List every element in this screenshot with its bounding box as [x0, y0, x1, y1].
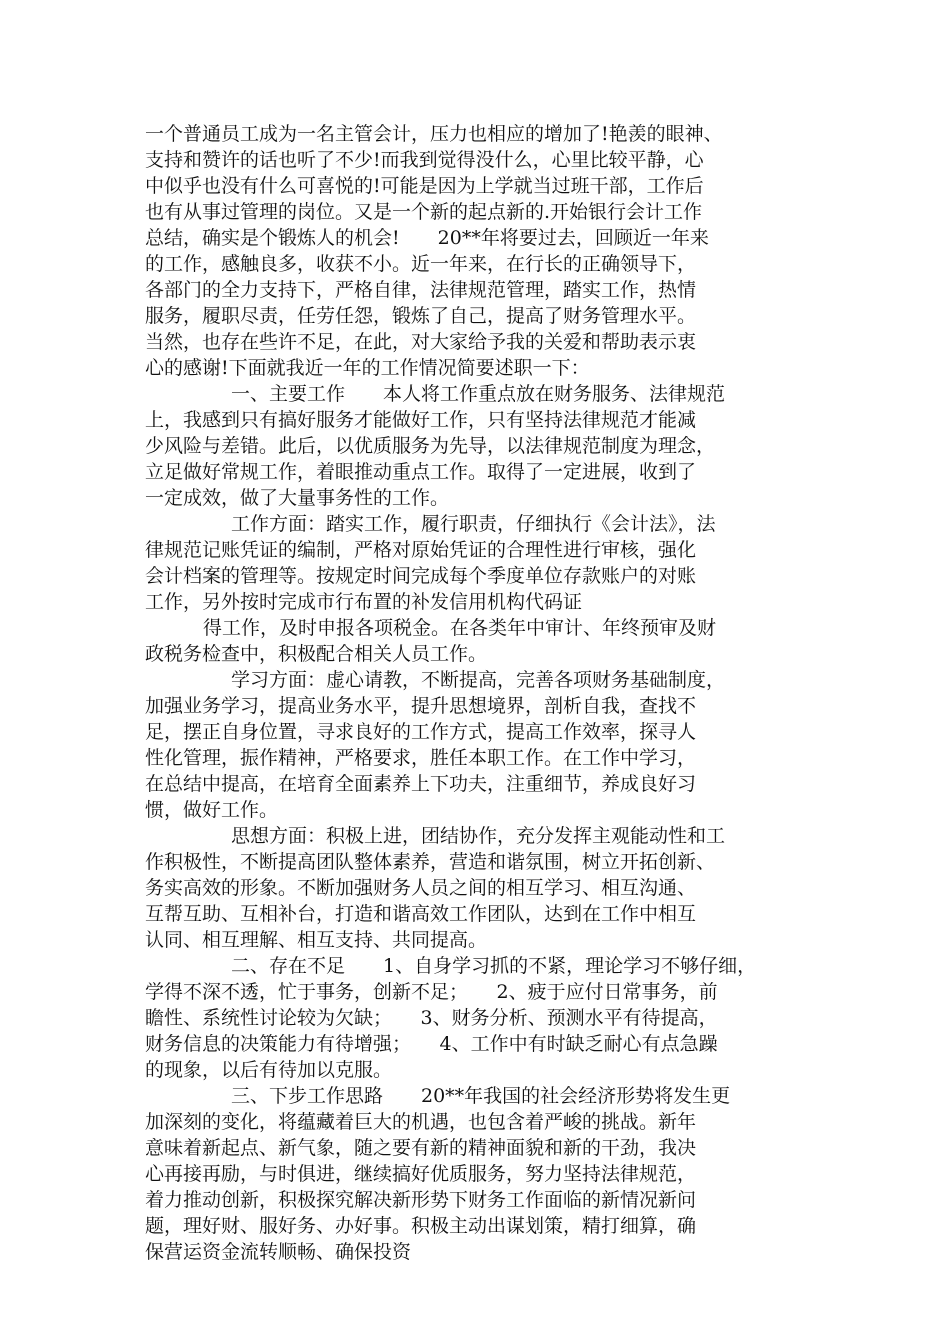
text-line: 作积极性，不断提高团队整体素养，营造和谐氛围，树立开拓创新、 — [145, 851, 716, 873]
text-line: 务实高效的形象。不断加强财务人员之间的相互学习、相互沟通、 — [145, 877, 697, 899]
text-line: 瞻性、系统性讨论较为欠缺； 3、财务分析、预测水平有待提高， — [145, 1007, 718, 1029]
text-line: 律规范记账凭证的编制，严格对原始凭证的合理性进行审核，强化 — [145, 539, 697, 561]
text-line: 互帮互助、互相补台，打造和谐高效工作团队，达到在工作中相互 — [145, 903, 697, 925]
text-line: 立足做好常规工作，着眼推动重点工作。取得了一定进展，收到了 — [145, 461, 697, 483]
text-line: 学得不深不透，忙于事务，创新不足； 2、疲于应付日常事务，前 — [145, 981, 718, 1003]
text-line: 少风险与差错。此后，以优质服务为先导，以法律规范制度为理念， — [145, 435, 716, 457]
text-line: 一、主要工作 本人将工作重点放在财务服务、法律规范 — [231, 383, 726, 405]
text-line: 中似乎也没有什么可喜悦的!可能是因为上学就当过班干部，工作后 — [145, 175, 704, 197]
text-line: 认同、相互理解、相互支持、共同提高。 — [145, 929, 488, 951]
text-line: 心的感谢!下面就我近一年的工作情况简要述职一下： — [145, 357, 590, 379]
text-line: 心再接再励，与时俱进，继续搞好优质服务，努力坚持法律规范， — [145, 1163, 697, 1185]
text-line: 题，理好财、服好务、办好事。积极主动出谋划策，精打细算，确 — [145, 1215, 697, 1237]
text-line: 思想方面：积极上进，团结协作，充分发挥主观能动性和工 — [231, 825, 726, 847]
text-line: 加强业务学习，提高业务水平，提升思想境界，剖析自我，查找不 — [145, 695, 697, 717]
text-line: 也有从事过管理的岗位。又是一个新的起点新的.开始银行会计工作 — [145, 201, 703, 223]
text-line: 一定成效，做了大量事务性的工作。 — [145, 487, 450, 509]
text-line: 性化管理，振作精神，严格要求，胜任本职工作。在工作中学习， — [145, 747, 697, 769]
text-line: 的工作，感触良多，收获不小。近一年来，在行长的正确领导下， — [145, 253, 697, 275]
text-line: 总结，确实是个锻炼人的机会! 20**年将要过去，回顾近一年来 — [145, 227, 709, 249]
text-line: 政税务检查中，积极配合相关人员工作。 — [145, 643, 488, 665]
text-line: 惯，做好工作。 — [145, 799, 279, 821]
text-line: 支持和赞许的话也听了不少!而我到觉得没什么，心里比较平静，心 — [145, 149, 704, 171]
text-line: 学习方面：虚心请教，不断提高，完善各项财务基础制度， — [231, 669, 726, 691]
text-line: 上，我感到只有搞好服务才能做好工作，只有坚持法律规范才能减 — [145, 409, 697, 431]
text-line: 在总结中提高，在培育全面素养上下功夫，注重细节，养成良好习 — [145, 773, 697, 795]
text-line: 财务信息的决策能力有待增强； 4、工作中有时缺乏耐心有点急躁 — [145, 1033, 718, 1055]
text-line: 服务，履职尽责，任劳任怨，锻炼了自己，提高了财务管理水平。 — [145, 305, 697, 327]
document-body — [145, 121, 805, 1265]
text-line: 足，摆正自身位置，寻求良好的工作方式，提高工作效率，探寻人 — [145, 721, 697, 743]
text-line: 着力推动创新，积极探究解决新形势下财务工作面临的新情况新问 — [145, 1189, 697, 1211]
text-line: 二、存在不足 1、自身学习抓的不紧，理论学习不够仔细， — [231, 955, 757, 977]
text-line: 会计档案的管理等。按规定时间完成每个季度单位存款账户的对账 — [145, 565, 697, 587]
text-line: 一个普通员工成为一名主管会计，压力也相应的增加了!艳羡的眼神、 — [145, 123, 723, 145]
text-line: 保营运资金流转顺畅、确保投资 — [145, 1241, 412, 1263]
text-line: 工作方面：踏实工作，履行职责，仔细执行《会计法》，法 — [231, 513, 716, 535]
text-line: 加深刻的变化，将蕴藏着巨大的机遇，也包含着严峻的挑战。新年 — [145, 1111, 697, 1133]
text-line: 意味着新起点、新气象，随之要有新的精神面貌和新的干劲，我决 — [145, 1137, 697, 1159]
text-line: 各部门的全力支持下，严格自律，法律规范管理，踏实工作，热情 — [145, 279, 697, 301]
text-line: 的现象，以后有待加以克服。 — [145, 1059, 393, 1081]
text-line: 得工作，及时申报各项税金。在各类年中审计、年终预审及财 — [203, 617, 717, 639]
text-line: 当然，也存在些许不足，在此，对大家给予我的关爱和帮助表示衷 — [145, 331, 697, 353]
text-line: 三、下步工作思路 20**年我国的社会经济形势将发生更 — [231, 1085, 731, 1107]
text-line: 工作，另外按时完成市行布置的补发信用机构代码证 — [145, 591, 583, 613]
